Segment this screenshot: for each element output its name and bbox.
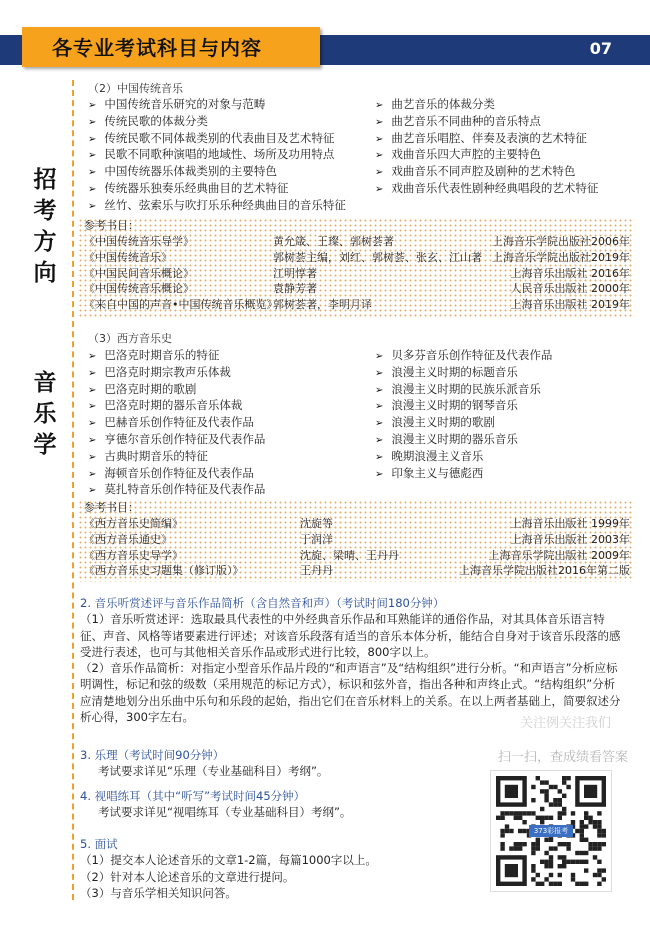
list-item: ➢ 巴洛克时期音乐的特征 bbox=[88, 348, 265, 365]
reference-author: 郭树荟著，李明月译 bbox=[273, 298, 372, 312]
list-item: ➢ 巴洛克时期的歌剧 bbox=[88, 382, 265, 399]
list-item: ➢ 中国传统音乐研究的对象与范畴 bbox=[88, 97, 346, 114]
reference-row bbox=[78, 562, 634, 578]
list-item: ➢ 巴洛克时期的器乐音乐体裁 bbox=[88, 398, 265, 415]
reference-author: 沈旋等 bbox=[300, 517, 333, 530]
sidebar-char: 考 bbox=[33, 198, 57, 224]
part4-body: 考试要求详见“视唱练耳（专业基础科目）考纲”。 bbox=[98, 805, 352, 820]
reference-title: 《来自中国的声音•中国传统音乐概览》 bbox=[84, 298, 278, 312]
reference-row bbox=[78, 233, 634, 249]
watermark-text: 关注例关注我们 bbox=[520, 716, 612, 731]
part5-block bbox=[80, 836, 480, 901]
list-item: ➢ 丝竹、弦索乐与吹打乐乐种经典曲目的音乐特征 bbox=[88, 198, 346, 215]
list-item: ➢ 浪漫主义时期的歌剧 bbox=[375, 415, 552, 432]
list-item: ➢ 贝多芬音乐创作特征及代表作品 bbox=[375, 348, 552, 365]
section-heading: （2）中国传统音乐 bbox=[88, 82, 183, 95]
reference-author: 郭树荟主编，刘红、郭树荟、张玄、江山著 bbox=[273, 250, 482, 264]
list-item: ➢ 印象主义与德彪西 bbox=[375, 466, 552, 483]
reference-publisher: 上海音乐学院出版社 2009年 bbox=[488, 548, 630, 562]
page-title: 各专业考试科目与内容 bbox=[52, 36, 262, 60]
part4-title: 4. 视唱练耳（其中“听写”考试时间45分钟） bbox=[80, 789, 306, 803]
dashed-divider bbox=[72, 80, 74, 900]
list-item: ➢ 曲艺音乐唱腔、伴奏及表演的艺术特征 bbox=[375, 131, 598, 148]
part5-item: （3）与音乐学相关知识问答。 bbox=[80, 885, 237, 900]
part5-item: （1）提交本人论述音乐的文章1-2篇，每篇1000字以上。 bbox=[80, 853, 377, 868]
reference-publisher: 上海音乐出版社 1999年 bbox=[510, 517, 630, 530]
reference-publisher: 上海音乐出版社 2016年 bbox=[510, 266, 630, 280]
sidebar-char: 音 bbox=[33, 370, 57, 396]
reference-author: 江明惇著 bbox=[273, 266, 317, 280]
page-header bbox=[0, 27, 650, 69]
list-item: ➢ 曲艺音乐的体裁分类 bbox=[375, 97, 598, 114]
reference-row bbox=[78, 547, 634, 563]
sidebar-char: 学 bbox=[33, 432, 57, 458]
list-item: ➢ 传统器乐独奏乐经典曲目的艺术特征 bbox=[88, 181, 346, 198]
part4-block bbox=[80, 788, 480, 821]
reference-row bbox=[78, 515, 634, 531]
sidebar-char: 招 bbox=[33, 167, 57, 193]
reference-title: 《西方音乐通史》 bbox=[84, 532, 172, 546]
list-item: ➢ 浪漫主义时期的标题音乐 bbox=[375, 365, 552, 382]
list-item: ➢ 巴洛克时期宗教声乐体裁 bbox=[88, 365, 265, 382]
list-item: ➢ 传统民歌的体裁分类 bbox=[88, 114, 346, 131]
page-number: 07 bbox=[589, 39, 612, 58]
reference-row bbox=[78, 280, 634, 296]
list-item: ➢ 古典时期音乐的特征 bbox=[88, 449, 265, 466]
reference-author: 于润洋 bbox=[300, 532, 333, 546]
reference-author: 袁静芳著 bbox=[273, 282, 317, 296]
reference-publisher: 上海音乐学院出版社2016年第二版 bbox=[459, 564, 630, 578]
list-item: ➢ 民歌不同歌种演唱的地域性、场所及功用特点 bbox=[88, 147, 346, 164]
list-item: ➢ 浪漫主义时期的钢琴音乐 bbox=[375, 398, 552, 415]
header-title-box bbox=[22, 27, 320, 67]
reference-title: 《西方音乐史简编》 bbox=[84, 517, 183, 530]
reference-author: 沈旋、梁晴、王丹丹 bbox=[300, 548, 399, 562]
reference-label: 参考书目： bbox=[84, 501, 139, 514]
part5-item: （2）针对本人论述音乐的文章进行提问。 bbox=[80, 869, 295, 884]
part2-title: 2. 音乐听赏述评与音乐作品简析（含自然音和声）（考试时间180分钟） bbox=[80, 596, 445, 610]
reference-title: 《中国传统音乐导学》 bbox=[84, 235, 194, 248]
reference-publisher: 上海音乐出版社 2003年 bbox=[510, 532, 630, 546]
reference-author: 王丹丹 bbox=[300, 564, 333, 578]
section3-left-list bbox=[88, 348, 265, 499]
reference-row bbox=[78, 296, 634, 312]
reference-row bbox=[78, 531, 634, 547]
list-item: ➢ 巴赫音乐创作特征及代表作品 bbox=[88, 415, 265, 432]
list-item: ➢ 晚期浪漫主义音乐 bbox=[375, 449, 552, 466]
list-item: ➢ 海顿音乐创作特征及代表作品 bbox=[88, 466, 265, 483]
reference-publisher: 人民音乐出版社 2000年 bbox=[510, 282, 630, 296]
part5-title: 5. 面试 bbox=[80, 837, 118, 851]
section3-right-list bbox=[375, 348, 552, 482]
section2-right-list bbox=[375, 97, 598, 198]
reference-row bbox=[78, 249, 634, 265]
reference-publisher: 上海音乐学院出版社2006年 bbox=[492, 235, 630, 248]
reference-publisher: 上海音乐学院出版社2019年 bbox=[492, 250, 630, 264]
part3-title: 3. 乐理（考试时间90分钟） bbox=[80, 748, 225, 762]
list-item: ➢ 莫扎特音乐创作特征及代表作品 bbox=[88, 482, 265, 499]
reference-box bbox=[78, 500, 634, 582]
sidebar-char: 方 bbox=[33, 229, 57, 255]
list-item: ➢ 戏曲音乐四大声腔的主要特色 bbox=[375, 147, 598, 164]
section-heading: （3）西方音乐史 bbox=[88, 332, 172, 345]
sidebar-char: 向 bbox=[33, 260, 57, 286]
section2-left-list bbox=[88, 97, 346, 215]
list-item: ➢ 传统民歌不同体裁类别的代表曲目及艺术特征 bbox=[88, 131, 346, 148]
reference-row bbox=[78, 265, 634, 281]
part2-block bbox=[80, 595, 625, 725]
list-item: ➢ 中国传统器乐体裁类别的主要特色 bbox=[88, 164, 346, 181]
sidebar-bottom bbox=[30, 368, 60, 461]
list-item: ➢ 戏曲音乐代表性剧种经典唱段的艺术特征 bbox=[375, 181, 598, 198]
list-item: ➢ 戏曲音乐不同声腔及剧种的艺术特色 bbox=[375, 164, 598, 181]
reference-title: 《西方音乐史习题集（修订版）》 bbox=[84, 564, 244, 578]
part2-paragraph-1: （1）音乐听赏述评：选取最具代表性的中外经典音乐作品和耳熟能详的通俗作品，对其具体音乐语言特征、声音、风格等诸要素进行评述；对该音乐段落有适当的音乐本体分析，能结合自身对于该音乐段落的感受进行表述，也可与其他相关音乐作品或形式进行比较，800字以上。 bbox=[80, 612, 621, 659]
qr-center-logo: 373彩报考 bbox=[529, 825, 573, 837]
reference-author: 黄允箴、王璨、郭树荟著 bbox=[273, 235, 394, 248]
list-item: ➢ 亨德尔音乐创作特征及代表作品 bbox=[88, 432, 265, 449]
qr-code bbox=[490, 770, 612, 892]
part2-paragraph-2: （2）音乐作品简析：对指定小型音乐作品片段的“和声语言”及“结构组织”进行分析。“和声语言”分析应标明调性，标记和弦的级数（采用规范的标记方式），标识和弦外音，指出各种和声终止式。“结构组织”分析应清楚地划分出乐曲中乐句和乐段的起始，指出它们在音乐材料上的关系。在以上两者基础上，简要叙述分析心得，300字左右。 bbox=[80, 661, 621, 725]
list-item: ➢ 浪漫主义时期的器乐音乐 bbox=[375, 432, 552, 449]
reference-publisher: 上海音乐出版社 2019年 bbox=[510, 298, 630, 312]
part3-block bbox=[80, 747, 480, 780]
reference-title: 《中国民间音乐概论》 bbox=[84, 266, 194, 280]
reference-title: 《中国传统音乐》 bbox=[84, 250, 172, 264]
reference-title: 《西方音乐史导学》 bbox=[84, 548, 183, 562]
list-item: ➢ 浪漫主义时期的民族乐派音乐 bbox=[375, 382, 552, 399]
reference-title: 《中国传统音乐概论》 bbox=[84, 282, 194, 296]
watermark-text: 扫一扫，查成绩看答案 bbox=[498, 750, 629, 765]
part3-body: 考试要求详见“乐理（专业基础科目）考纲”。 bbox=[98, 764, 329, 779]
sidebar-char: 乐 bbox=[33, 401, 57, 427]
reference-label: 参考书目： bbox=[84, 219, 139, 232]
list-item: ➢ 曲艺音乐不同曲种的音乐特点 bbox=[375, 114, 598, 131]
sidebar-top bbox=[30, 165, 60, 289]
reference-box bbox=[78, 218, 634, 318]
